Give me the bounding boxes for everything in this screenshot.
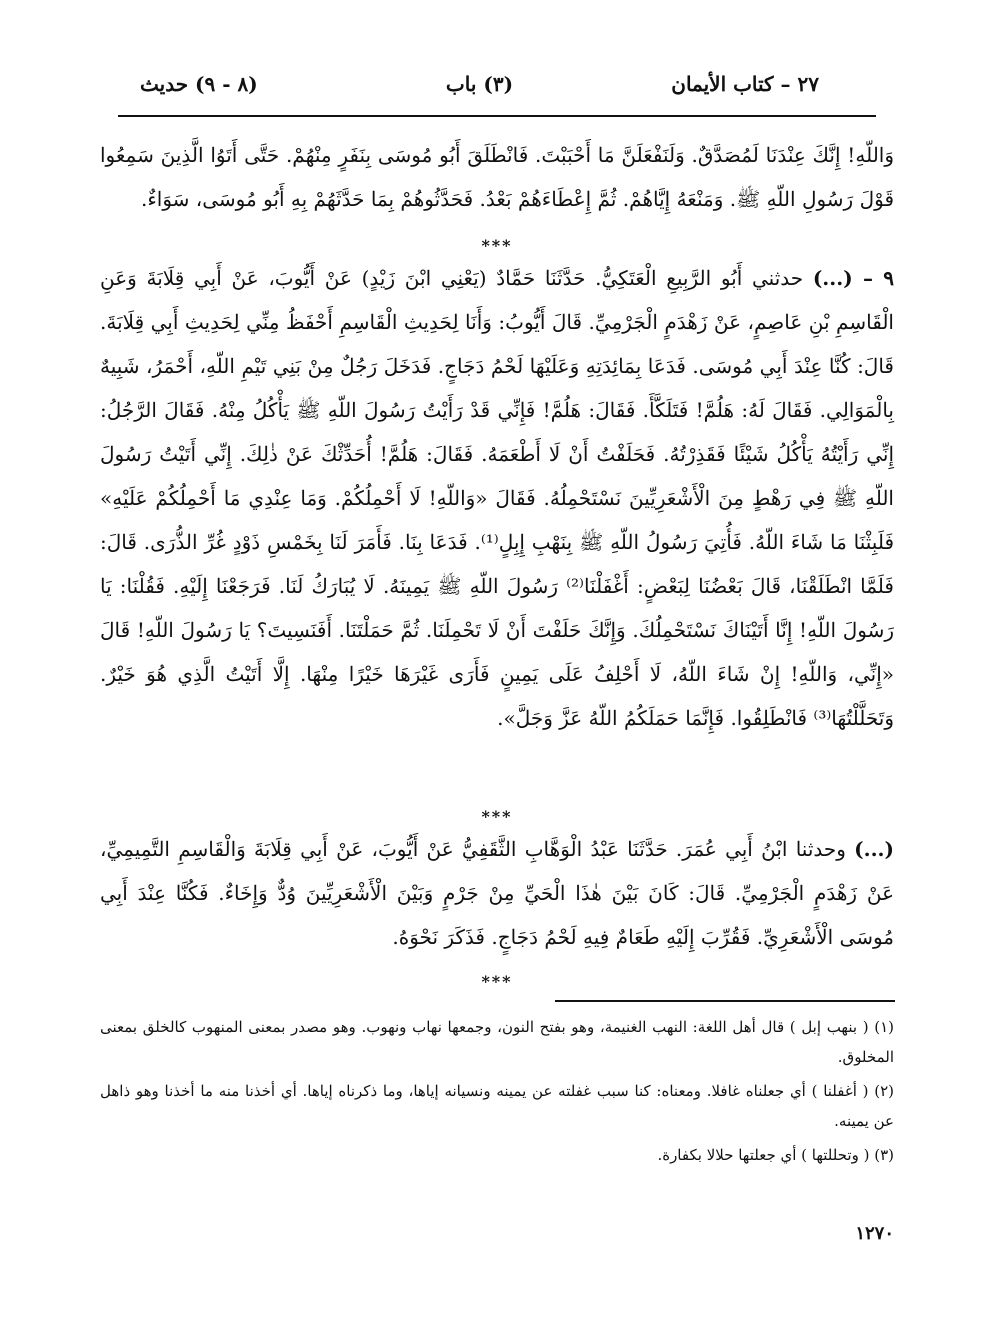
footnote-divider	[555, 1000, 895, 1002]
hadith-9-paragraph	[100, 256, 894, 740]
hadith-9	[100, 256, 894, 740]
header-chapter: (٣) باب	[445, 72, 514, 96]
hadith-text: وحدثنا ابْنُ أَبِي عُمَرَ. حَدَّثَنَا عَبْدُ الْوَهَّابِ الثَّقَفِيُّ عَنْ أَيُّوبَ، عَنْ أَبِي قِلَابَةَ وَالْقَاسِمِ التَّمِيمِيِّ، عَنْ زَهْدَمٍ الْجَرْمِيِّ. قَالَ: كَانَ بَيْنَ هٰذَا الْحَيِّ مِنْ جَرْمٍ وَبَيْنَ الْأَشْعَرِيِّينَ وُدٌّ وَإِخَاءٌ. فَكُنَّا عِنْدَ أَبِي مُوسَى الْأَشْعَرِيِّ. فَقُرِّبَ إِلَيْهِ طَعَامٌ فِيهِ لَحْمُ دَجَاجٍ. فَذَكَرَ نَحْوَهُ.	[100, 837, 894, 949]
hadith-text: حدثني أَبُو الرَّبِيعِ الْعَتَكِيُّ. حَدَّثَنَا حَمَّادٌ (يَعْنِي ابْنَ زَيْدٍ) عَنْ أَيُّوبَ، عَنْ أَبِي قِلَابَةَ وَعَنِ الْقَاسِمِ بْنِ عَاصِمٍ، عَنْ زَهْدَمٍ الْجَرْمِيِّ. قَالَ أَيُّوبُ: وَأَنَا لِحَدِيثِ الْقَاسِمِ أَحْفَظُ مِنِّي لِحَدِيثِ أَبِي قِلَابَةَ. قَالَ: كُنَّا عِنْدَ أَبِي مُوسَى. فَدَعَا بِمَائِدَتِهِ وَعَلَيْهَا لَحْمُ دَجَاجٍ. فَدَخَلَ رَجُلٌ مِنْ بَنِي تَيْمِ اللّهِ، أَحْمَرُ، شَبِيهٌ بِالْمَوَالِي. فَقَالَ لَهُ: هَلُمَّ! فَتَلَكَّأَ. فَقَالَ: هَلُمَّ! فَإِنِّي قَدْ رَأَيْتُ رَسُولَ اللّهِ ﷺ يَأْكُلُ مِنْهُ. فَقَالَ الرَّجُلُ: إِنِّي رَأَيْتُهُ يَأْكُلُ شَيْئًا فَقَذِرْتُهُ. فَحَلَفْتُ أَنْ لَا أَطْعَمَهُ. فَقَالَ: هَلُمَّ! أُحَدِّثْكَ عَنْ ذٰلِكَ. إِنِّي أَتَيْتُ رَسُولَ اللّهِ ﷺ فِي رَهْطٍ مِنَ الْأَشْعَرِيِّينَ نَسْتَحْمِلُهُ. فَقَالَ «وَاللّهِ! لَا أَحْمِلُكُمْ. وَمَا عِنْدِي مَا أَحْمِلُكُمْ عَلَيْهِ» فَلَبِثْنَا مَا شَاءَ اللّهُ. فَأُتِيَ رَسُولُ اللّهِ ﷺ بِنَهْبِ إِبِلٍ⁽¹⁾. فَدَعَا بِنَا. فَأَمَرَ لَنَا بِخَمْسِ ذَوْدٍ غُرِّ الذُّرَى. قَالَ: فَلَمَّا انْطَلَقْنَا، قَالَ بَعْضُنَا لِبَعْضٍ: أَغْفَلْنَا⁽²⁾ رَسُولَ اللّهِ ﷺ يَمِينَهُ. لَا يُبَارَكُ لَنَا. فَرَجَعْنَا إِلَيْهِ. فَقُلْنَا: يَا رَسُولَ اللّهِ! إِنَّا أَتَيْنَاكَ نَسْتَحْمِلُكَ. وَإِنَّكَ حَلَفْتَ أَنْ لَا تَحْمِلَنَا. ثُمَّ حَمَلْتَنَا. أَفَنَسِيتَ؟ يَا رَسُولَ اللّهِ! قَالَ «إِنِّي، وَاللّهِ! إِنْ شَاءَ اللّهُ، لَا أَحْلِفُ عَلَى يَمِينٍ فَأَرَى غَيْرَهَا خَيْرًا مِنْهَا. إِلَّا أَتَيْتُ الَّذِي هُوَ خَيْرٌ. وَتَحَلَّلْتُهَا⁽³⁾ فَانْطَلِقُوا. فَإِنَّمَا حَمَلَكُمُ اللّهُ عَزَّ وَجَلَّ».	[100, 266, 894, 730]
continuation-text: وَاللّهِ! إِنَّكَ عِنْدَنَا لَمُصَدَّقٌ. وَلَنَفْعَلَنَّ مَا أَحْبَبْتَ. فَانْطَلَقَ أَبُو مُوسَى بِنَفَرٍ مِنْهُمْ. حَتَّى أَتَوُا الَّذِينَ سَمِعُوا قَوْلَ رَسُولِ اللّهِ ﷺ. وَمَنْعَهُ إِيَّاهُمْ. ثُمَّ إِعْطَاءَهُمْ بَعْدُ. فَحَدَّثُوهُمْ بِمَا حَدَّثَهُمْ بِهِ أَبُو مُوسَى، سَوَاءٌ.	[100, 143, 894, 211]
footnotes	[100, 1012, 894, 1174]
continuation-paragraph	[100, 133, 894, 221]
separator-stars: ***	[481, 236, 513, 255]
header-book-title: ٢٧ – كتاب الأيمان	[671, 72, 819, 96]
page-number: ١٢٧٠	[855, 1223, 894, 1244]
hadith-9-variant	[100, 827, 894, 959]
footnote-3: (٣) ( وتحللتها ) أي جعلتها حلالا بكفارة.	[657, 1146, 894, 1164]
separator-stars: ***	[481, 807, 513, 826]
header-hadith-range: (٨ - ٩) حديث	[140, 72, 258, 96]
separator-stars: ***	[481, 972, 513, 991]
hadith-number: ٩ – (...)	[812, 266, 895, 290]
hadith-9-variant-paragraph	[100, 827, 894, 959]
header-divider	[118, 115, 876, 117]
footnote-2: (٢) ( أغفلنا ) أي جعلناه غافلا. ومعناه: كنا سبب غفلته عن يمينه ونسيانه إياها، وما ذكرناه إياها. أي أخذنا منه ما أخذنا وهو ذاهل عن يمينه.	[100, 1082, 894, 1130]
footnote-1: (١) ( بنهب إبل ) قال أهل اللغة: النهب الغنيمة، وهو بفتح النون، وجمعها نهاب ونهوب. وهو مصدر بمعنى المنهوب كالخلق بمعنى المخلوق.	[100, 1018, 894, 1066]
hadith-number: (...)	[854, 837, 894, 861]
running-header	[140, 72, 819, 106]
